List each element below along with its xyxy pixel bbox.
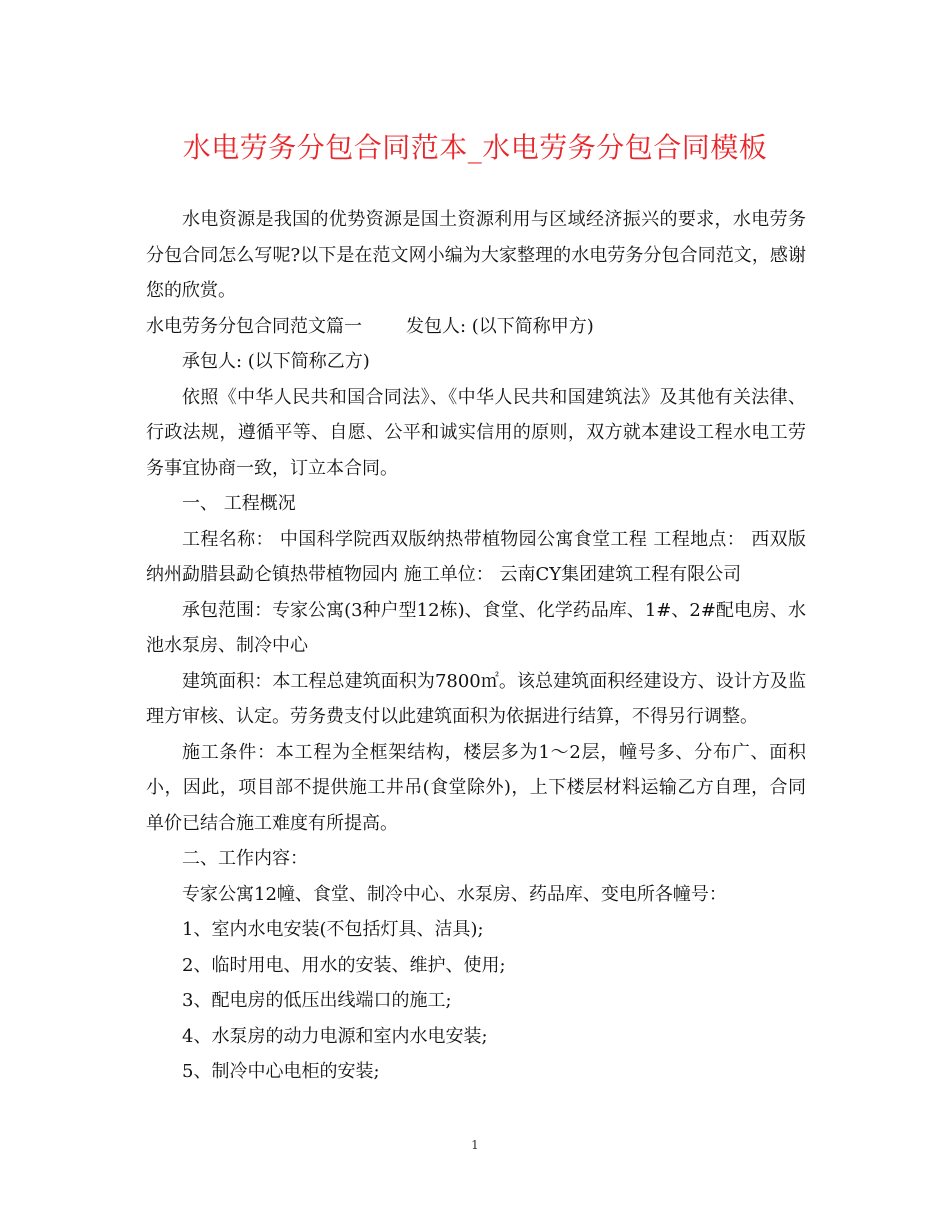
section-heading-line [146, 309, 806, 345]
conditions-paragraph: 施工条件：本工程为全框架结构，楼层多为1～2层，幢号多、分布广、面积小，因此，项目部不提供施工井吊(食堂除外)，上下楼层材料运输乙方自理，合同单价已结合施工难度有所提高。 [146, 741, 806, 834]
list-item: 2、临时用电、用水的安装、维护、使用; [182, 954, 506, 976]
section-title: 水电劳务分包合同范文篇一 [146, 315, 362, 337]
list-item: 4、水泵房的动力电源和室内水电安装; [182, 1025, 488, 1047]
section-heading-work: 二、工作内容： [182, 848, 308, 869]
list-item: 3、配电房的低压出线端口的施工; [182, 990, 452, 1011]
intro-paragraph: 水电资源是我国的优势资源是国土资源利用与区域经济振兴的要求，水电劳务分包合同怎么写呢?以下是在范文网小编为大家整理的水电劳务分包合同范文，感谢您的欣赏。 [146, 209, 806, 301]
work-intro-paragraph: 专家公寓12幢、食堂、制冷中心、水泵房、药品库、变电所各幢号： [182, 883, 727, 905]
contractor-line: 承包人: (以下简称乙方) [182, 351, 370, 372]
list-item: 5、制冷中心电柜的安装; [182, 1061, 380, 1082]
document-body [146, 202, 806, 1090]
legal-basis-paragraph: 依照《中华人民共和国合同法》、《中华人民共和国建筑法》及其他有关法律、行政法规，遵循平等、自愿、公平和诚实信用的原则，双方就本建设工程水电工劳务事宜协商一致，订立本合同。 [146, 386, 806, 479]
document-title: 水电劳务分包合同范本_水电劳务分包合同模板 [182, 131, 768, 164]
scope-paragraph: 承包范围：专家公寓(3种户型12栋)、食堂、化学药品库、1#、2#配电房、水池水泵房、制冷中心 [146, 599, 806, 656]
list-item: 1、室内水电安装(不包括灯具、洁具); [182, 919, 484, 940]
page-number: 1 [471, 1138, 479, 1152]
project-info-paragraph: 工程名称： 中国科学院西双版纳热带植物园公寓食堂工程 工程地点： 西双版纳州勐腊县勐仑镇热带植物园内 施工单位： 云南CY集团建筑工程有限公司 [146, 528, 806, 585]
employer-line: 发包人: (以下简称甲方) [406, 315, 594, 337]
area-paragraph: 建筑面积：本工程总建筑面积为7800㎡。该总建筑面积经建设方、设计方及监理方审核、认定。劳务费支付以此建筑面积为依据进行结算，不得另行调整。 [146, 670, 806, 727]
section-heading-overview: 一、 工程概况 [182, 493, 296, 514]
